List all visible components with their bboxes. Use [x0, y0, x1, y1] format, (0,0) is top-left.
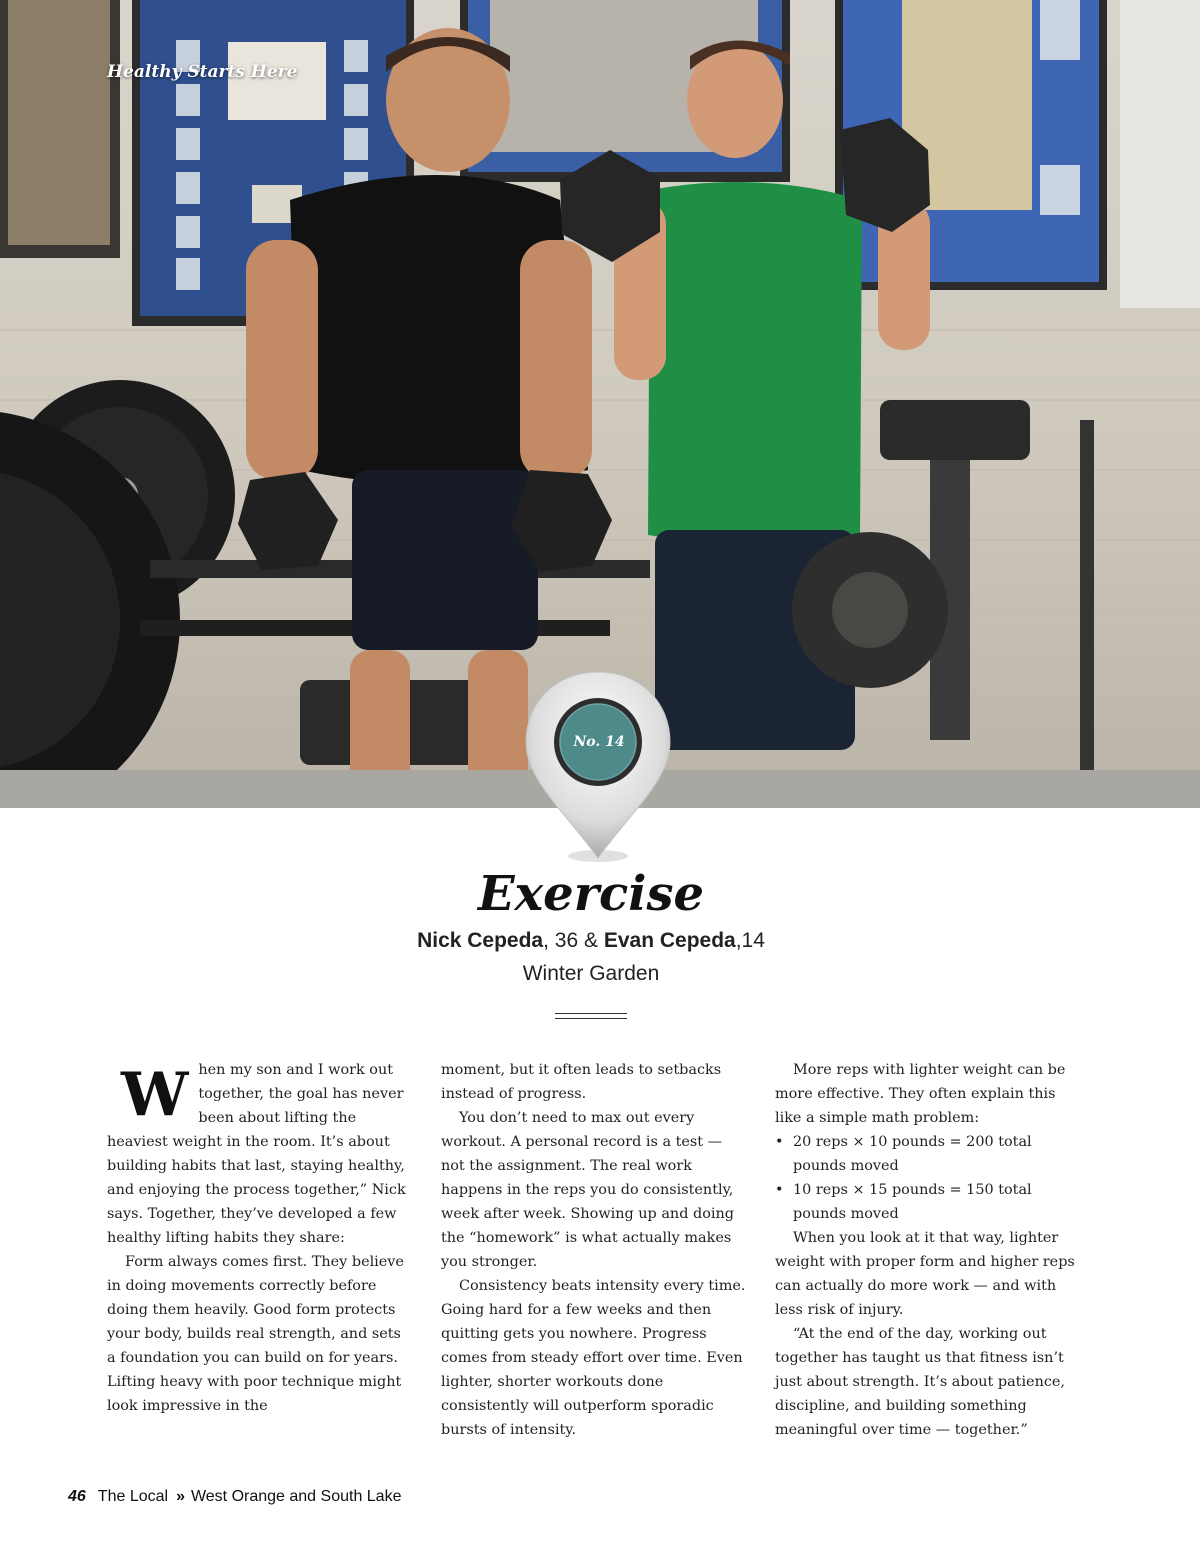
paragraph: moment, but it often leads to setbacks instead of progress. [441, 1062, 722, 1102]
chevron-right-icon: » [176, 1488, 185, 1505]
map-pin-icon [522, 668, 674, 868]
paragraph: More reps with lighter weight can be more effective. They often explain this like a simple math problem: [775, 1062, 1066, 1126]
paragraph: When you look at it that way, lighter weight with proper form and higher reps can actually do more work — and with less risk of injury. [775, 1230, 1075, 1318]
location: Winter Garden [522, 962, 660, 985]
byline [0, 929, 1182, 953]
paragraph: You don’t need to max out every workout. A personal record is a test — not the assignment. The real work happens in the reps you do consistently, week after week. Showing up and doing the “homework” is what actually makes you stronger. [441, 1110, 734, 1270]
body-column-2 [441, 1058, 747, 1442]
title-divider [555, 1013, 627, 1019]
byline-age-1: , 36 & [543, 929, 604, 952]
byline-name-2: Evan Cepeda [603, 929, 736, 952]
article-title: Exercise [477, 866, 705, 922]
body-column-3 [775, 1058, 1081, 1442]
paragraph: “At the end of the day, working out together has taught us that fitness isn’t just about strength. It’s about patience, discipline, and building something meaningful over time — together.” [775, 1326, 1065, 1438]
publication-name: The Local [97, 1488, 169, 1505]
list-item-text: 10 reps × 15 pounds = 150 total pounds moved [793, 1182, 1032, 1222]
list-item [775, 1130, 1081, 1178]
paragraph: hen my son and I work out together, the goal has never been about lifting the heaviest weight in the room. It’s about building habits that last, staying healthy, and enjoying the process together,” Nick says. Together, they’ve developed a few healthy lifting habits they share: [107, 1062, 406, 1246]
section-kicker: Healthy Starts Here [107, 62, 298, 82]
edition-name: West Orange and South Lake [190, 1488, 402, 1505]
byline-name-1: Nick Cepeda [417, 929, 544, 952]
page-footer [68, 1488, 401, 1506]
bullet-icon: • [775, 1182, 784, 1198]
badge-number: No. 14 [573, 734, 625, 750]
list-item [775, 1178, 1081, 1226]
list-item-text: 20 reps × 10 pounds = 200 total pounds moved [793, 1134, 1032, 1174]
body-column-1 [107, 1058, 413, 1418]
paragraph: Consistency beats intensity every time. Going hard for a few weeks and then quitting gets you nowhere. Progress comes from steady effort over time. Even lighter, shorter workouts done consistently will outperform sporadic bursts of intensity. [441, 1278, 746, 1438]
byline-age-2: ,14 [735, 929, 765, 952]
bullet-icon: • [775, 1134, 784, 1150]
paragraph: Form always comes first. They believe in doing movements correctly before doing them heavily. Good form protects your body, builds real strength, and sets a foundation you can build on for years. Lifting heavy with poor technique might look impressive in the [107, 1254, 404, 1414]
page-number: 46 [68, 1488, 86, 1505]
bullet-list [775, 1130, 1081, 1226]
drop-cap: W [121, 1060, 189, 1130]
